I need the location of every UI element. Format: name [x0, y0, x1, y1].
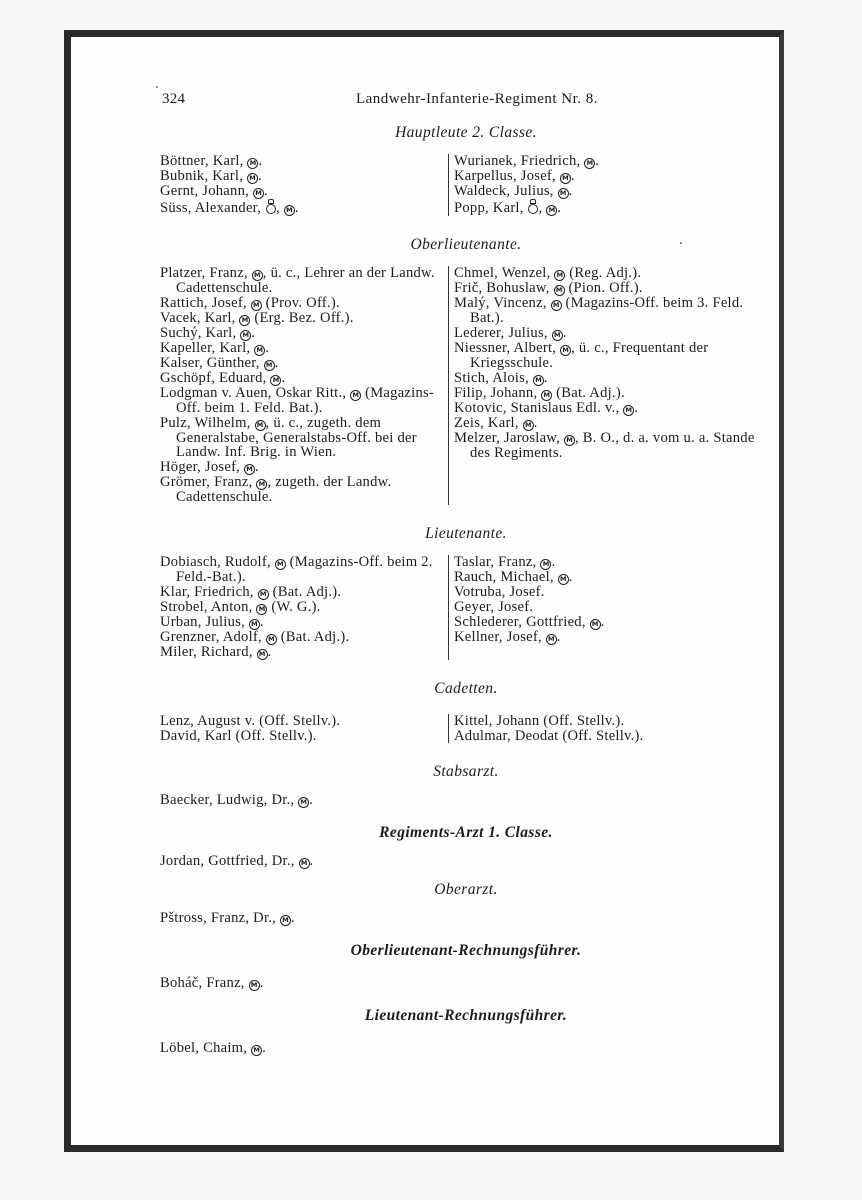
cadet-entry: Kittel, Johann (Off. Stellv.). [454, 712, 625, 729]
officer-entry: Grenzner, Adolf, M (Bat. Adj.). [160, 628, 350, 645]
medal-icon: M [584, 158, 595, 169]
medal-icon: M [275, 559, 286, 570]
officer-entry: Pštross, Franz, Dr., M . [160, 910, 295, 927]
medal-icon: M [558, 188, 569, 199]
medal-icon: M [554, 270, 565, 281]
officer-entry: Klar, Friedrich, M (Bat. Adj.). [160, 583, 342, 600]
officer-entry: Pulz, Wilhelm, M , ü. c., zugeth. dem Generalstabe, Generalstabs-Off. bei der Landw. Inf. Brig. in Wien. [160, 414, 417, 461]
medal-icon: M [554, 285, 565, 296]
medal-icon: M [533, 375, 544, 386]
register-page-content [160, 92, 772, 1056]
section-title-regimentsarzt: Regiments-Arzt 1. Classe. [379, 824, 553, 842]
cadet-entry: Adulmar, Deodat (Off. Stellv.). [454, 727, 644, 744]
medal-icon: M [252, 270, 263, 281]
officer-entry: Bubnik, Karl, M . [160, 168, 262, 184]
officer-entry: Urban, Julius, M . [160, 613, 264, 630]
officer-entry: Dobiasch, Rudolf, M (Magazins-Off. beim 2. Feld.-Bat.). [160, 553, 433, 585]
medal-icon: M [280, 915, 291, 926]
officer-entry: Frič, Bohuslaw, M (Pion. Off.). [454, 280, 643, 296]
officer-entry: Vacek, Karl, M (Erg. Bez. Off.). [160, 309, 354, 326]
medal-icon: M [240, 330, 251, 341]
officer-entry: Gschöpf, Eduard, M . [160, 369, 286, 386]
officer-entry: Kalser, Günther, M . [160, 354, 279, 371]
officer-entry: Popp, Karl, , M . [454, 200, 562, 216]
officer-entry: Grömer, Franz, M , zugeth. der Landw. Cadettenschule. [160, 474, 392, 506]
medal-icon: M [546, 205, 557, 216]
cross-medal-icon [528, 199, 539, 214]
section-title-ober-rechnungsfuehrer: Oberlieutenant-Rechnungsführer. [350, 942, 582, 960]
running-header [160, 92, 772, 110]
officer-entry: Höger, Josef, M . [160, 459, 259, 476]
page-heading: Landwehr-Infanterie-Regiment Nr. 8. [355, 91, 599, 107]
medal-icon: M [560, 173, 571, 184]
officer-entry: Löbel, Chaim, M . [160, 1040, 266, 1057]
officer-entry: Gernt, Johann, M . [160, 183, 268, 199]
officer-entry: Rattich, Josef, M (Prov. Off.). [160, 294, 340, 311]
officer-entry: Malý, Vincenz, M (Magazins-Off. beim 3. Feld. Bat.). [454, 295, 744, 326]
medal-icon: M [247, 173, 258, 184]
medal-icon: M [284, 205, 295, 216]
officer-entry: Schlederer, Gottfried, M . [454, 613, 605, 630]
medal-icon: M [239, 315, 250, 326]
officer-entry: Kellner, Josef, M . [454, 628, 561, 645]
medal-icon: M [590, 619, 601, 630]
medal-icon: M [546, 634, 557, 645]
oberlieutenante-right-column [448, 266, 772, 505]
officer-entry: Niessner, Albert, M , ü. c., Frequentant der Kriegsschule. [454, 339, 709, 371]
oberlieutenante-left-column [160, 266, 448, 505]
medal-icon: M [270, 375, 281, 386]
lieutenante-right-column [448, 555, 772, 660]
lieutenante-list [160, 555, 772, 660]
medal-icon: M [254, 345, 265, 356]
cadet-entry: Lenz, August v. (Off. Stellv.). [160, 712, 341, 729]
medal-icon: M [256, 479, 267, 490]
cadetten-right-column [448, 714, 772, 744]
officer-entry: Karpellus, Josef, M . [454, 168, 575, 184]
medal-icon: M [244, 464, 255, 475]
medal-icon: M [251, 300, 262, 311]
medal-icon: M [266, 634, 277, 645]
officer-entry: Suchý, Karl, M . [160, 324, 256, 341]
officer-entry: Melzer, Jaroslaw, M , B. O., d. a. vom u. a. Stande des Regiments. [454, 429, 755, 461]
medal-icon: M [298, 797, 309, 808]
oberlieutenante-list [160, 266, 772, 505]
medal-icon: M [558, 574, 569, 585]
officer-entry: Strobel, Anton, M (W. G.). [160, 598, 321, 615]
officer-entry: Stich, Alois, M . [454, 369, 548, 386]
officer-entry: Platzer, Franz, M , ü. c., Lehrer an der Landw. Cadettenschule. [160, 265, 435, 296]
medal-icon: M [257, 649, 268, 660]
medal-icon: M [541, 390, 552, 401]
medal-icon: M [249, 980, 260, 991]
officer-entry: Votruba, Josef. [454, 583, 545, 600]
section-title-oberlieutenante: Oberlieutenante. [410, 236, 522, 253]
medal-icon: M [264, 360, 275, 371]
officer-entry: Kapeller, Karl, M . [160, 339, 270, 356]
medal-icon: M [551, 300, 562, 311]
officer-entry: Miler, Richard, M . [160, 643, 272, 660]
medal-icon: M [255, 420, 266, 431]
medal-icon: M [523, 420, 534, 431]
officer-entry: Filip, Johann, M (Bat. Adj.). [454, 384, 625, 401]
section-title-cadetten: Cadetten. [434, 679, 498, 697]
officer-entry: Zeis, Karl, M . [454, 414, 538, 431]
officer-entry: Wurianek, Friedrich, M . [454, 153, 600, 169]
officer-entry: Böttner, Karl, M . [160, 153, 263, 169]
cadetten-left-column [160, 714, 448, 744]
officer-entry: Süss, Alexander, , M . [160, 200, 299, 216]
medal-icon: M [253, 188, 264, 199]
officer-entry: Jordan, Gottfried, Dr., M . [160, 853, 314, 870]
cadetten-list [160, 714, 772, 744]
section-title-lt-rechnungsfuehrer: Lieutenant-Rechnungsführer. [364, 1007, 568, 1025]
medal-icon: M [251, 1045, 262, 1056]
page-number: 324 [162, 91, 186, 107]
officer-entry: Lodgman v. Auen, Oskar Ritt., M (Magazins-Off. beim 1. Feld. Bat.). [160, 384, 435, 416]
officer-entry: Kotovic, Stanislaus Edl. v., M . [454, 399, 639, 416]
section-title-oberarzt: Oberarzt. [434, 881, 498, 899]
medal-icon: M [247, 158, 258, 169]
hauptleute-left-column [160, 154, 448, 216]
section-title-hauptleute: Hauptleute 2. Classe. [395, 124, 537, 141]
officer-entry: Lederer, Julius, M . [454, 324, 567, 341]
hauptleute-right-column [448, 154, 772, 216]
cadet-entry: David, Karl (Off. Stellv.). [160, 727, 317, 744]
hauptleute-list [160, 154, 772, 216]
scan-speck [156, 86, 158, 88]
medal-icon: M [249, 619, 260, 630]
medal-icon: M [299, 858, 310, 869]
medal-icon: M [552, 330, 563, 341]
section-title-lieutenante: Lieutenante. [425, 524, 507, 542]
lieutenante-left-column [160, 555, 448, 660]
officer-entry: Rauch, Michael, M . [454, 568, 573, 585]
section-title-stabsarzt: Stabsarzt. [433, 763, 499, 781]
medal-icon: M [564, 435, 575, 446]
medal-icon: M [623, 405, 634, 416]
medal-icon: M [350, 390, 361, 401]
cross-medal-icon [265, 199, 276, 214]
officer-entry: Chmel, Wenzel, M (Reg. Adj.). [454, 265, 642, 281]
medal-icon: M [560, 345, 571, 356]
officer-entry: Boháč, Franz, M . [160, 975, 264, 992]
medal-icon: M [258, 589, 269, 600]
officer-entry: Baecker, Ludwig, Dr., M . [160, 792, 314, 809]
officer-entry: Taslar, Franz, M . [454, 553, 556, 570]
officer-entry: Waldeck, Julius, M . [454, 183, 573, 199]
officer-entry: Geyer, Josef. [454, 598, 534, 615]
medal-icon: M [540, 559, 551, 570]
medal-icon: M [256, 604, 267, 615]
